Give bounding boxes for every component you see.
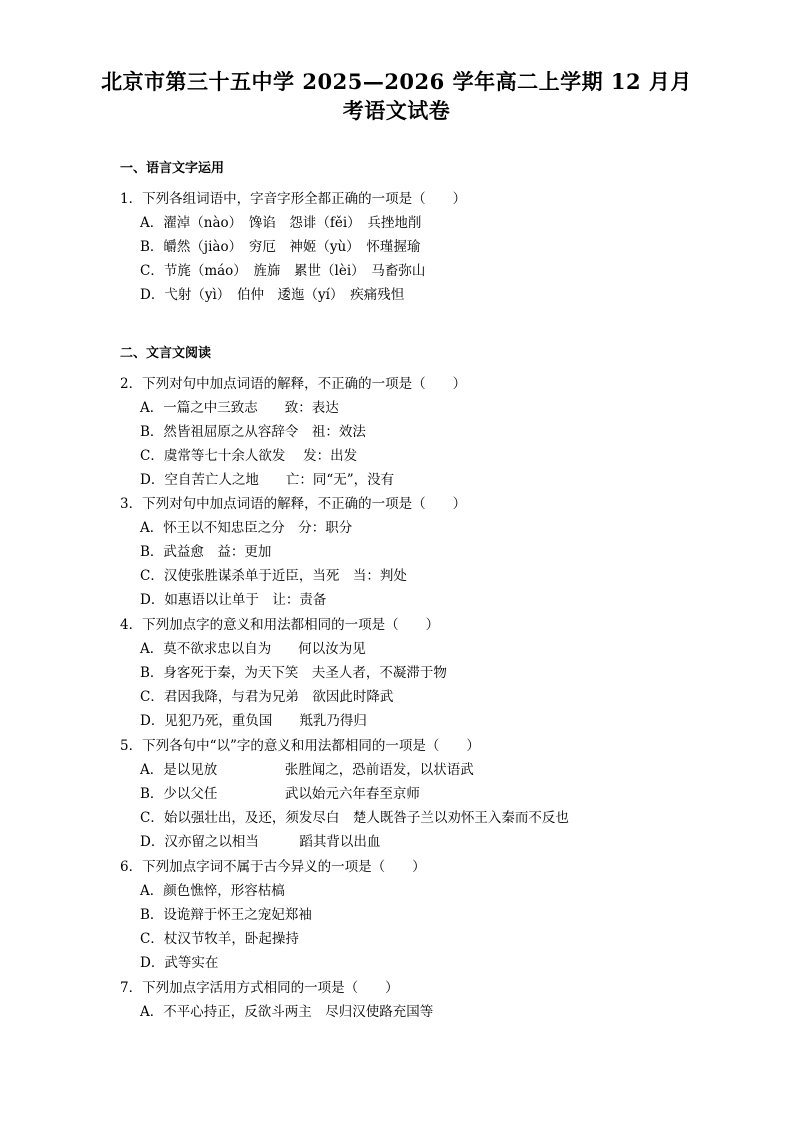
question-3-stem: 3．下列对句中加点词语的解释，不正确的一项是（ ）: [120, 496, 467, 512]
question-5-option-a: A．是以见放 张胜闻之，恐前语发，以状语武: [140, 762, 474, 778]
question-5-stem: 5．下列各句中“以”字的意义和用法都相同的一项是（ ）: [120, 738, 480, 754]
question-3-option-d: D．如惠语以让单于 让：责备: [140, 592, 327, 608]
question-1-option-c: C．节旄（máo） 旌旆 累世（lèi） 马畜弥山: [140, 263, 426, 279]
question-3-option-c: C．汉使张胜谋杀单于近臣，当死 当：判处: [140, 568, 407, 584]
question-6-option-b: B．设诡辩于怀王之宠妃郑袖: [140, 907, 312, 923]
question-7-stem: 7．下列加点字活用方式相同的一项是（ ）: [120, 980, 399, 996]
question-2-option-d: D．空自苦亡人之地 亡：同“无”，没有: [140, 472, 395, 488]
question-6-stem: 6．下列加点字词不属于古今异义的一项是（ ）: [120, 859, 426, 875]
exam-title-line-2: 考语文试卷: [342, 98, 451, 123]
question-4-option-d: D．见犯乃死，重负国 羝乳乃得归: [140, 713, 367, 729]
exam-title-line-1: 北京市第三十五中学 2025—2026 学年高二上学期 12 月月: [101, 69, 692, 94]
question-1-option-d: D．弋射（yì） 伯仲 逶迤（yí） 疾痛残怛: [140, 287, 405, 303]
question-5-option-d: D．汉亦留之以相当 蹈其背以出血: [140, 834, 381, 850]
question-6-option-a: A．颜色憔悴，形容枯槁: [140, 883, 285, 899]
question-6-option-d: D．武等实在: [140, 955, 219, 971]
question-3-option-b: B．武益愈 益：更加: [140, 544, 272, 560]
question-4-stem: 4．下列加点字的意义和用法都相同的一项是（ ）: [120, 617, 440, 633]
question-5-option-c: C．始以强壮出，及还，须发尽白 楚人既咎子兰以劝怀王入秦而不反也: [140, 810, 569, 826]
section-heading-classical-reading: 二、文言文阅读: [120, 346, 212, 361]
section-heading-language-use: 一、语言文字运用: [120, 161, 225, 176]
question-1-option-a: A．濯淖（nào） 馋谄 怨诽（fěi） 兵挫地削: [140, 215, 422, 231]
question-4-option-a: A．莫不欲求忠以自为 何以汝为见: [140, 641, 366, 657]
question-4-option-c: C．君因我降，与君为兄弟 欲因此时降武: [140, 689, 394, 705]
question-2-option-c: C．虞常等七十余人欲发 发：出发: [140, 448, 358, 464]
question-1-option-b: B．皭然（jiào） 穷厄 神姬（yù） 怀瑾握瑜: [140, 239, 421, 255]
question-7-option-a: A．不平心持正，反欲斗两主 尽归汉使路充国等: [140, 1004, 434, 1020]
question-6-option-c: C．杖汉节牧羊，卧起操持: [140, 931, 299, 947]
question-2-option-a: A．一篇之中三致志 致：表达: [140, 400, 339, 416]
question-2-stem: 2．下列对句中加点词语的解释，不正确的一项是（ ）: [120, 376, 467, 392]
question-1-stem: 1．下列各组词语中，字音字形全都正确的一项是（ ）: [120, 191, 467, 207]
question-5-option-b: B．少以父任 武以始元六年春至京师: [140, 786, 420, 802]
question-4-option-b: B．身客死于秦，为天下笑 夫圣人者，不凝滞于物: [140, 665, 447, 681]
question-3-option-a: A．怀王以不知忠臣之分 分：职分: [140, 520, 353, 536]
question-2-option-b: B．然皆祖屈原之从容辞令 祖：效法: [140, 424, 366, 440]
